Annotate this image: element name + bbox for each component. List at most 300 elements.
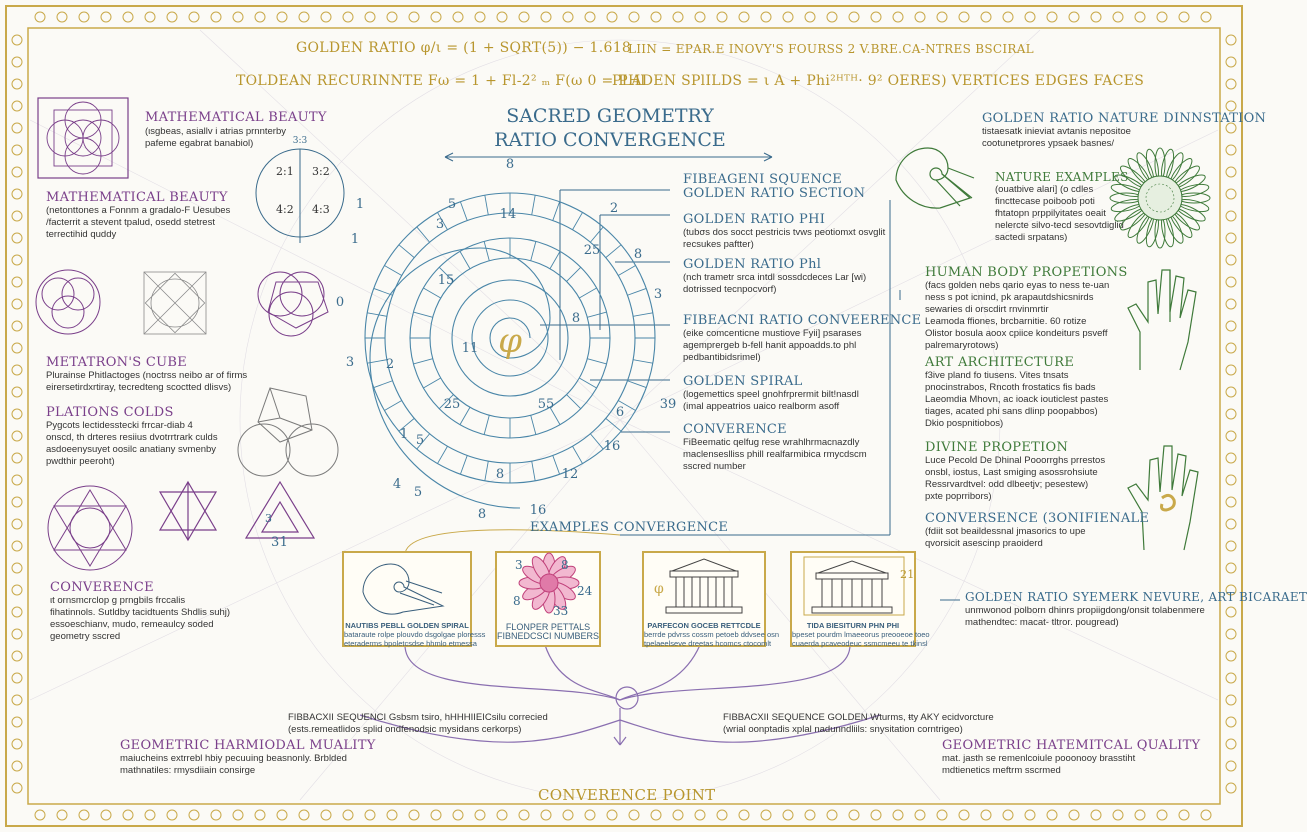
border-ornament: [541, 12, 551, 22]
sacred-geometry-shapes-row: [32, 258, 362, 348]
ring-spoke: [579, 288, 596, 298]
border-ornament: [1226, 783, 1236, 793]
border-ornament: [12, 497, 22, 507]
border-ornament: [871, 12, 881, 22]
ring-number: 1: [399, 427, 409, 442]
border-ornament: [1226, 541, 1236, 551]
ring-spoke: [367, 313, 387, 316]
math-beauty-title: MATHEMATICAL BEAUTY: [145, 110, 327, 125]
math-beauty-2-title: MATHEMATICAL BEAUTY: [46, 190, 228, 205]
divine-text-2: onsbl, iostus, Last smiging asossrohsiute: [925, 467, 1098, 478]
border-ornament: [585, 810, 595, 820]
ring-spoke: [531, 241, 536, 260]
platonic-solids-overlap: [230, 378, 350, 478]
border-ornament: [1226, 167, 1236, 177]
sunflower-petal: [1155, 216, 1165, 248]
ring-number: 1: [355, 197, 365, 212]
convergence-left-text-3: essoeschianv, mudo, remeaulcy soded: [50, 619, 214, 630]
convergence-left-text-2: fihatinnols. Sutldby tacidtuents Shdlis suhj): [50, 607, 231, 618]
border-ornament: [343, 12, 353, 22]
convergence-left-title: CONVERENCE: [50, 580, 154, 595]
golden-spiral-text-2: (imal appeatrios uaico realborm asoff: [683, 401, 840, 412]
border-ornament: [12, 189, 22, 199]
bottom-right-title: GEOMETRIC HATEMITCAL QUALITY: [942, 738, 1201, 753]
border-ornament: [12, 387, 22, 397]
art-title: ART ARCHITECTURE: [925, 355, 1075, 370]
ring-spoke: [384, 401, 401, 411]
platonic-text-2: onscd, th drteres resiius dvotrrtrark culds: [46, 432, 218, 443]
border-ornament: [541, 810, 551, 820]
border-ornament: [1025, 810, 1035, 820]
ring-number: 39: [659, 397, 677, 412]
bottom-right-text-1: mat. jasth se remenlcoiule pooonooy brasstiht: [942, 753, 1136, 764]
ring-number: 3: [435, 217, 445, 232]
ring-spoke: [532, 195, 535, 215]
ring-number: 8: [633, 247, 643, 262]
border-ornament: [937, 12, 947, 22]
border-ornament: [1047, 810, 1057, 820]
ring-spoke: [413, 359, 432, 364]
ring-number: 12: [561, 467, 579, 482]
ring-spoke: [587, 312, 606, 317]
border-ornament: [12, 79, 22, 89]
border-ornament: [167, 12, 177, 22]
border-ornament: [1226, 57, 1236, 67]
ring-spoke: [423, 378, 440, 388]
border-ornament: [607, 12, 617, 22]
border-ornament: [1226, 651, 1236, 661]
phi1-text-2: recsukes paftter): [683, 239, 754, 250]
border-ornament: [12, 585, 22, 595]
convergence-mid-title: CONVERENCE: [683, 422, 787, 437]
border-ornament: [1113, 12, 1123, 22]
formula-recurrence: ΤOLDEAN RECURINNTE Fω = 1 + Fl-2² ₘ F(ω 0 = PHl: [236, 73, 646, 89]
ring-number: 1: [350, 232, 360, 247]
ring-number: 25: [443, 397, 461, 412]
border-ornament: [981, 810, 991, 820]
border-ornament: [1226, 519, 1236, 529]
border-ornament: [12, 629, 22, 639]
formula-platonic: PLADEN SPlILDS = ι A + Phi²ᴴᵀᴴ· 9² OERES) VERTICES EDGES FACES: [612, 73, 1145, 89]
nature-examples-title: NATURE EXAMPLES: [995, 170, 1129, 184]
ring-number: 14: [499, 207, 517, 222]
border-ornament: [893, 12, 903, 22]
nature-examples-text-5: sactedi srpatans): [995, 232, 1068, 243]
parthenon-icon: [644, 553, 764, 617]
border-ornament: [1226, 365, 1236, 375]
border-ornament: [1226, 101, 1236, 111]
border-ornament: [365, 810, 375, 820]
border-ornament: [673, 12, 683, 22]
border-ornament: [321, 810, 331, 820]
border-ornament: [805, 12, 815, 22]
border-ornament: [211, 12, 221, 22]
ring-spoke: [627, 288, 646, 295]
border-ornament: [12, 233, 22, 243]
ratio-circle-diagram: [254, 135, 346, 251]
border-ornament: [1226, 343, 1236, 353]
parthenon-phi: φ: [654, 581, 664, 597]
border-ornament: [1226, 211, 1236, 221]
convergence-mid-text-1: FiBeematic qelfug rese wrahlhrmacnazdly: [683, 437, 860, 448]
ring-spoke: [423, 288, 440, 298]
bottom-fib-right-2: (wrial oonptadis xplal nadunndliils: snysitation corntrigeo): [723, 724, 963, 735]
flower-num-3: 24: [577, 584, 593, 598]
symmetry-text-1: unmwonod polborn dhinrs propiigdong/onsit tolabenmere: [965, 605, 1205, 616]
border-ornament: [277, 810, 287, 820]
border-ornament: [1226, 321, 1236, 331]
border-ornament: [12, 123, 22, 133]
border-ornament: [387, 12, 397, 22]
platonic-title: PLATIONS COLDS: [46, 405, 174, 420]
divine-text-1: Luce Pecold De Dhinal Pooorrghs prrestos: [925, 455, 1106, 466]
border-ornament: [12, 673, 22, 683]
border-ornament: [805, 810, 815, 820]
convergence-right-title: CONVERSENCE (3ONIFIENALE: [925, 511, 1150, 526]
flower-of-life-square-icon: [36, 96, 132, 182]
border-ornament: [1226, 717, 1236, 727]
ring-spoke: [399, 245, 414, 258]
border-ornament: [739, 810, 749, 820]
border-ornament: [299, 12, 309, 22]
sunflower-petal: [1155, 148, 1165, 180]
ring-number: 3: [653, 287, 663, 302]
border-ornament: [321, 12, 331, 22]
border-ornament: [12, 431, 22, 441]
ring-number: 0: [335, 295, 345, 310]
border-ornament: [12, 277, 22, 287]
ring-spoke: [633, 313, 653, 316]
border-ornament: [1069, 810, 1079, 820]
triangle-number: 31: [271, 535, 289, 550]
ring-spoke: [606, 245, 621, 258]
border-ornament: [1226, 497, 1236, 507]
border-ornament: [1226, 739, 1236, 749]
ring-spoke: [550, 251, 560, 268]
border-ornament: [959, 810, 969, 820]
border-ornament: [475, 810, 485, 820]
symmetry-title: GOLDEN RATIO SYEMERK NEVURE, ART BICARAET: [965, 590, 1307, 604]
nature-examples-text-4: nelercte silvo-tecd sesovtdiglid: [995, 220, 1124, 231]
ring-spoke: [532, 461, 535, 481]
border-ornament: [12, 409, 22, 419]
bottom-fib-left-2: (ests.remeatlidos splid ondfenodsic mysidans cerkorps): [288, 724, 522, 735]
ring-number: 6: [615, 405, 625, 420]
diagram-title: [460, 104, 760, 152]
ring-spoke: [567, 395, 581, 409]
sunflower-petal: [1110, 193, 1142, 203]
border-ornament: [57, 12, 67, 22]
border-ornament: [12, 607, 22, 617]
border-ornament: [827, 12, 837, 22]
border-ornament: [409, 12, 419, 22]
border-ornament: [497, 810, 507, 820]
border-ornament: [189, 810, 199, 820]
border-ornament: [629, 12, 639, 22]
border-ornament: [145, 12, 155, 22]
divine-text-3: Ressrvardtvel: odd dlbeetjv; pesestew): [925, 479, 1089, 490]
border-ornament: [937, 810, 947, 820]
example-1-caption-2: bataraute rolpe plouvdo dsgolgae ploresss: [344, 630, 486, 639]
math-beauty-2-text-2: /facterrit a stevent tpalud, osedd stetrest: [46, 217, 215, 228]
border-ornament: [12, 475, 22, 485]
bottom-fib-right-1: FIBBACXII SEQUENCE GOLDEN Wturms, ŧty AKY ecidvorcture: [723, 712, 994, 723]
border-ornament: [387, 810, 397, 820]
ring-number: 5: [413, 485, 423, 500]
border-ornament: [761, 12, 771, 22]
art-text-5: Dkio pospnitiobos): [925, 418, 1004, 429]
border-ornament: [563, 12, 573, 22]
border-ornament: [123, 810, 133, 820]
border-ornament: [915, 810, 925, 820]
border-ornament: [233, 810, 243, 820]
border-ornament: [431, 12, 441, 22]
art-text-2: pnocinstrabos, Rncoth frostatics fis bads: [925, 382, 1096, 393]
nautilus-shell-icon: [898, 128, 978, 214]
ring-spoke: [484, 415, 489, 434]
example-1-caption-3: eteraderms bpoletcsdse hhmlo etmessa: [344, 639, 477, 648]
border-ornament: [849, 12, 859, 22]
phi1-text-1: (tubσs dos socct pestricis tvws peotiomxt osvglit: [683, 227, 886, 238]
border-ornament: [1226, 695, 1236, 705]
border-ornament: [1047, 12, 1057, 22]
example-box-flower: [495, 551, 601, 647]
bottom-left-text-2: mathnatiles: rmysdiiain consirge: [120, 765, 256, 776]
hand-golden-icon: [1118, 436, 1208, 552]
platonic-text-1: Pygcots lectidesstecki frrcar-diab 4: [46, 420, 193, 431]
border-ornament: [255, 810, 265, 820]
border-ornament: [145, 810, 155, 820]
human-body-text-4: Leamoda ffiones, brcbarnitie. 60 rotize: [925, 316, 1087, 327]
border-ornament: [519, 810, 529, 820]
example-3-caption-2: berrde pdvrss cossm petoeb ddvsee osn: [644, 630, 780, 639]
circle-label-4-2: 4:2: [276, 203, 294, 216]
fibonacci-ring-diagram: [335, 157, 680, 522]
border-ornament: [607, 810, 617, 820]
ring-spoke: [553, 202, 560, 221]
phi2-text-2: dotrissed tecnpocvorf): [683, 284, 777, 295]
ring-number: 25: [583, 243, 601, 258]
border-ornament: [277, 12, 287, 22]
ring-number: 5: [415, 433, 425, 448]
circle-label-3-2: 3:2: [312, 165, 330, 178]
nautilus-example-icon: [344, 553, 470, 617]
border-ornament: [1226, 475, 1236, 485]
fib-conv-text-1: (eike comcenticne mustiove Fyii] psarases: [683, 328, 862, 339]
ring-spoke: [590, 227, 603, 242]
math-beauty-2-text-1: (netonttones a Fonnm a gradalo-F Uesubes: [46, 205, 231, 216]
fib-sequence-title: FIBEAGENI SQUENCE: [683, 172, 843, 187]
art-text-1: f3ive pland fo tiusens. Vites tnsats: [925, 370, 1069, 381]
formula-spiral: LIIN = ΕΡΑR.Ε ΙΝΟVΥ'S FOURSS 2 V.ΒRΕ.CΑ-ΝΤRΕS ΒSCIRAL: [628, 42, 1034, 56]
ring-spoke: [484, 241, 489, 260]
ring-spoke: [633, 360, 653, 363]
border-ornament: [651, 12, 661, 22]
border-ornament: [12, 35, 22, 45]
border-ornament: [1226, 563, 1236, 573]
sunflower-icon: [1115, 150, 1205, 246]
border-ornament: [57, 810, 67, 820]
divine-title: DIVINE PROPETION: [925, 440, 1069, 455]
star-tetrahedron-row: [40, 480, 330, 580]
golden-spiral-text-1: (logemettics speel gnohfrprermit bilt!nasdl: [683, 389, 859, 400]
border-ornament: [673, 810, 683, 820]
art-text-3: Laeomdia Mhovn, ac ioack iouticlest pastes: [925, 394, 1109, 405]
flower-petals-icon: [497, 553, 599, 619]
border-ornament: [1179, 810, 1189, 820]
flower-num-5: 33: [553, 604, 569, 618]
border-ornament: [12, 783, 22, 793]
fib-conv-text-3: pedbantibidsrimel): [683, 352, 761, 363]
human-body-text-2: ness s pot icnind, pk arapautdshicsnirds: [925, 292, 1094, 303]
border-ornament: [783, 12, 793, 22]
ring-spoke: [485, 461, 488, 481]
circle-label-2-1: 2:1: [276, 165, 294, 178]
ring-number: 8: [495, 467, 505, 482]
ring-number: 3: [345, 355, 355, 370]
border-ornament: [211, 810, 221, 820]
ring-number: 11: [461, 341, 479, 356]
border-ornament: [959, 12, 969, 22]
platonic-text-3: asdoeenysuyet oosilc anatiany svmenby: [46, 444, 217, 455]
border-ornament: [1179, 12, 1189, 22]
ring-number: 15: [437, 273, 455, 288]
border-ornament: [12, 365, 22, 375]
temple-icon: [792, 553, 914, 617]
ring-spoke: [460, 251, 470, 268]
human-body-text-6: palremaryrotows): [925, 340, 999, 351]
border-ornament: [1226, 607, 1236, 617]
circle-label-top: 3:3: [292, 136, 308, 146]
border-ornament: [12, 761, 22, 771]
examples-title: EXAMPLES CONVERGENCE: [530, 520, 729, 535]
border-ornament: [475, 12, 485, 22]
border-ornament: [915, 12, 925, 22]
ring-number: 8: [477, 507, 487, 522]
border-ornament: [453, 810, 463, 820]
ring-spoke: [573, 446, 583, 463]
border-ornament: [1226, 387, 1236, 397]
ring-spoke: [417, 227, 430, 242]
border-ornament: [12, 541, 22, 551]
border-ornament: [1226, 629, 1236, 639]
border-ornament: [12, 57, 22, 67]
hand-proportion-icon: [1118, 262, 1208, 372]
bottom-left-title: GEOMETRIC HARMIODAL MUALITY: [120, 738, 376, 753]
example-box-nautilus: [342, 551, 486, 648]
ring-spoke: [384, 266, 401, 276]
metatron-text-1: Plurainse Phitlactoges (noctrss neibo ar of firms: [46, 370, 248, 381]
border-ornament: [12, 651, 22, 661]
bottom-fib-left-1: FIBBACXII SEQUENCI Gsbsm tsiro, hHHHIIEICsilu correcied: [288, 712, 548, 723]
border-ornament: [1091, 12, 1101, 22]
human-body-text-5: Olistor bosula aoox cpiice kondeiturs psveff: [925, 328, 1108, 339]
math-beauty-2-text-3: terrectihid quddy: [46, 229, 117, 240]
ring-spoke: [553, 455, 560, 474]
phi-symbol: φ: [498, 321, 522, 361]
nature-examples-text-1: (ouatbive alari] (ο cdles: [995, 184, 1094, 195]
convergence-mid-text-2: maclenseslliss phill realfarmibica rmycdscm: [683, 449, 867, 460]
ring-spoke: [627, 381, 646, 388]
border-ornament: [12, 739, 22, 749]
border-ornament: [12, 519, 22, 529]
border-ornament: [12, 167, 22, 177]
ring-number: 5: [447, 197, 457, 212]
flower-num-2: 8: [561, 558, 569, 572]
border-ornament: [123, 12, 133, 22]
border-ornament: [167, 810, 177, 820]
symmetry-text-2: mathendtec: macat- tltror. pougread): [965, 617, 1119, 628]
border-ornament: [12, 299, 22, 309]
border-ornament: [1226, 233, 1236, 243]
border-ornament: [453, 12, 463, 22]
fib-conv-text-2: agemprergeb b-fell hanit appoadds.to phl: [683, 340, 857, 351]
border-ornament: [343, 810, 353, 820]
ring-spoke: [618, 266, 635, 276]
example-4-caption-2: bpeset pourdm lmaeeorus preooeoe toeo: [792, 630, 930, 639]
ring-spoke: [573, 212, 583, 229]
example-box-temple: [790, 551, 930, 648]
ring-spoke: [460, 455, 467, 474]
ring-number: 8: [505, 157, 515, 172]
border-ornament: [563, 810, 573, 820]
convergence-left-text-1: ιt ornsmcrclop g prngbils frccalis: [50, 595, 186, 606]
border-ornament: [871, 810, 881, 820]
border-ornament: [1003, 12, 1013, 22]
ring-number: 4: [392, 477, 402, 492]
border-ornament: [1135, 810, 1145, 820]
art-text-4: tiages, acated phi sans dlinp poopabbos): [925, 406, 1098, 417]
circle-label-4-3: 4:3: [312, 203, 330, 216]
example-2-caption-2: FIBNEDCSCI NUMBERS: [497, 631, 600, 641]
border-ornament: [1025, 12, 1035, 22]
border-ornament: [1003, 810, 1013, 820]
border-ornament: [1113, 810, 1123, 820]
human-body-title: HUMAN BODY PROPETIONS: [925, 265, 1128, 280]
border-ornament: [1226, 409, 1236, 419]
border-ornament: [299, 810, 309, 820]
border-ornament: [12, 321, 22, 331]
border-ornament: [1201, 810, 1211, 820]
border-ornament: [12, 453, 22, 463]
title-line-2: RATIO CONVERGENCE: [494, 129, 726, 151]
border-ornament: [1226, 79, 1236, 89]
ring-spoke: [606, 418, 621, 431]
border-ornament: [101, 810, 111, 820]
nature-text-2: cootunetprores ypsaek basnes/: [982, 138, 1115, 149]
ring-spoke: [438, 446, 448, 463]
border-ornament: [783, 810, 793, 820]
border-ornament: [1226, 673, 1236, 683]
border-ornament: [409, 810, 419, 820]
border-ornament: [497, 12, 507, 22]
nature-examples-text-2: fincttecase poiboob poti: [995, 196, 1095, 207]
golden-spiral-title: GOLDEN SPIRAL: [683, 374, 803, 389]
math-beauty-text-1: (ιsgbeas, asiallv i atrias prnnterby: [145, 126, 286, 137]
bottom-right-text-2: mdtienetics meftrm sscrmed: [942, 765, 1061, 776]
border-ornament: [12, 255, 22, 265]
phi2-title: GOLDEN RATIO Phl: [683, 257, 822, 272]
border-ornament: [761, 810, 771, 820]
ring-number: 55: [537, 397, 555, 412]
example-3-caption-3: tpelaeelseve dreetas hcomcs ctocomlt: [644, 639, 772, 648]
border-ornament: [519, 12, 529, 22]
border-ornament: [12, 695, 22, 705]
border-ornament: [695, 12, 705, 22]
ring-spoke: [579, 378, 596, 388]
ring-number: 2: [609, 201, 619, 216]
divine-text-4: pxte poprribors): [925, 491, 992, 502]
